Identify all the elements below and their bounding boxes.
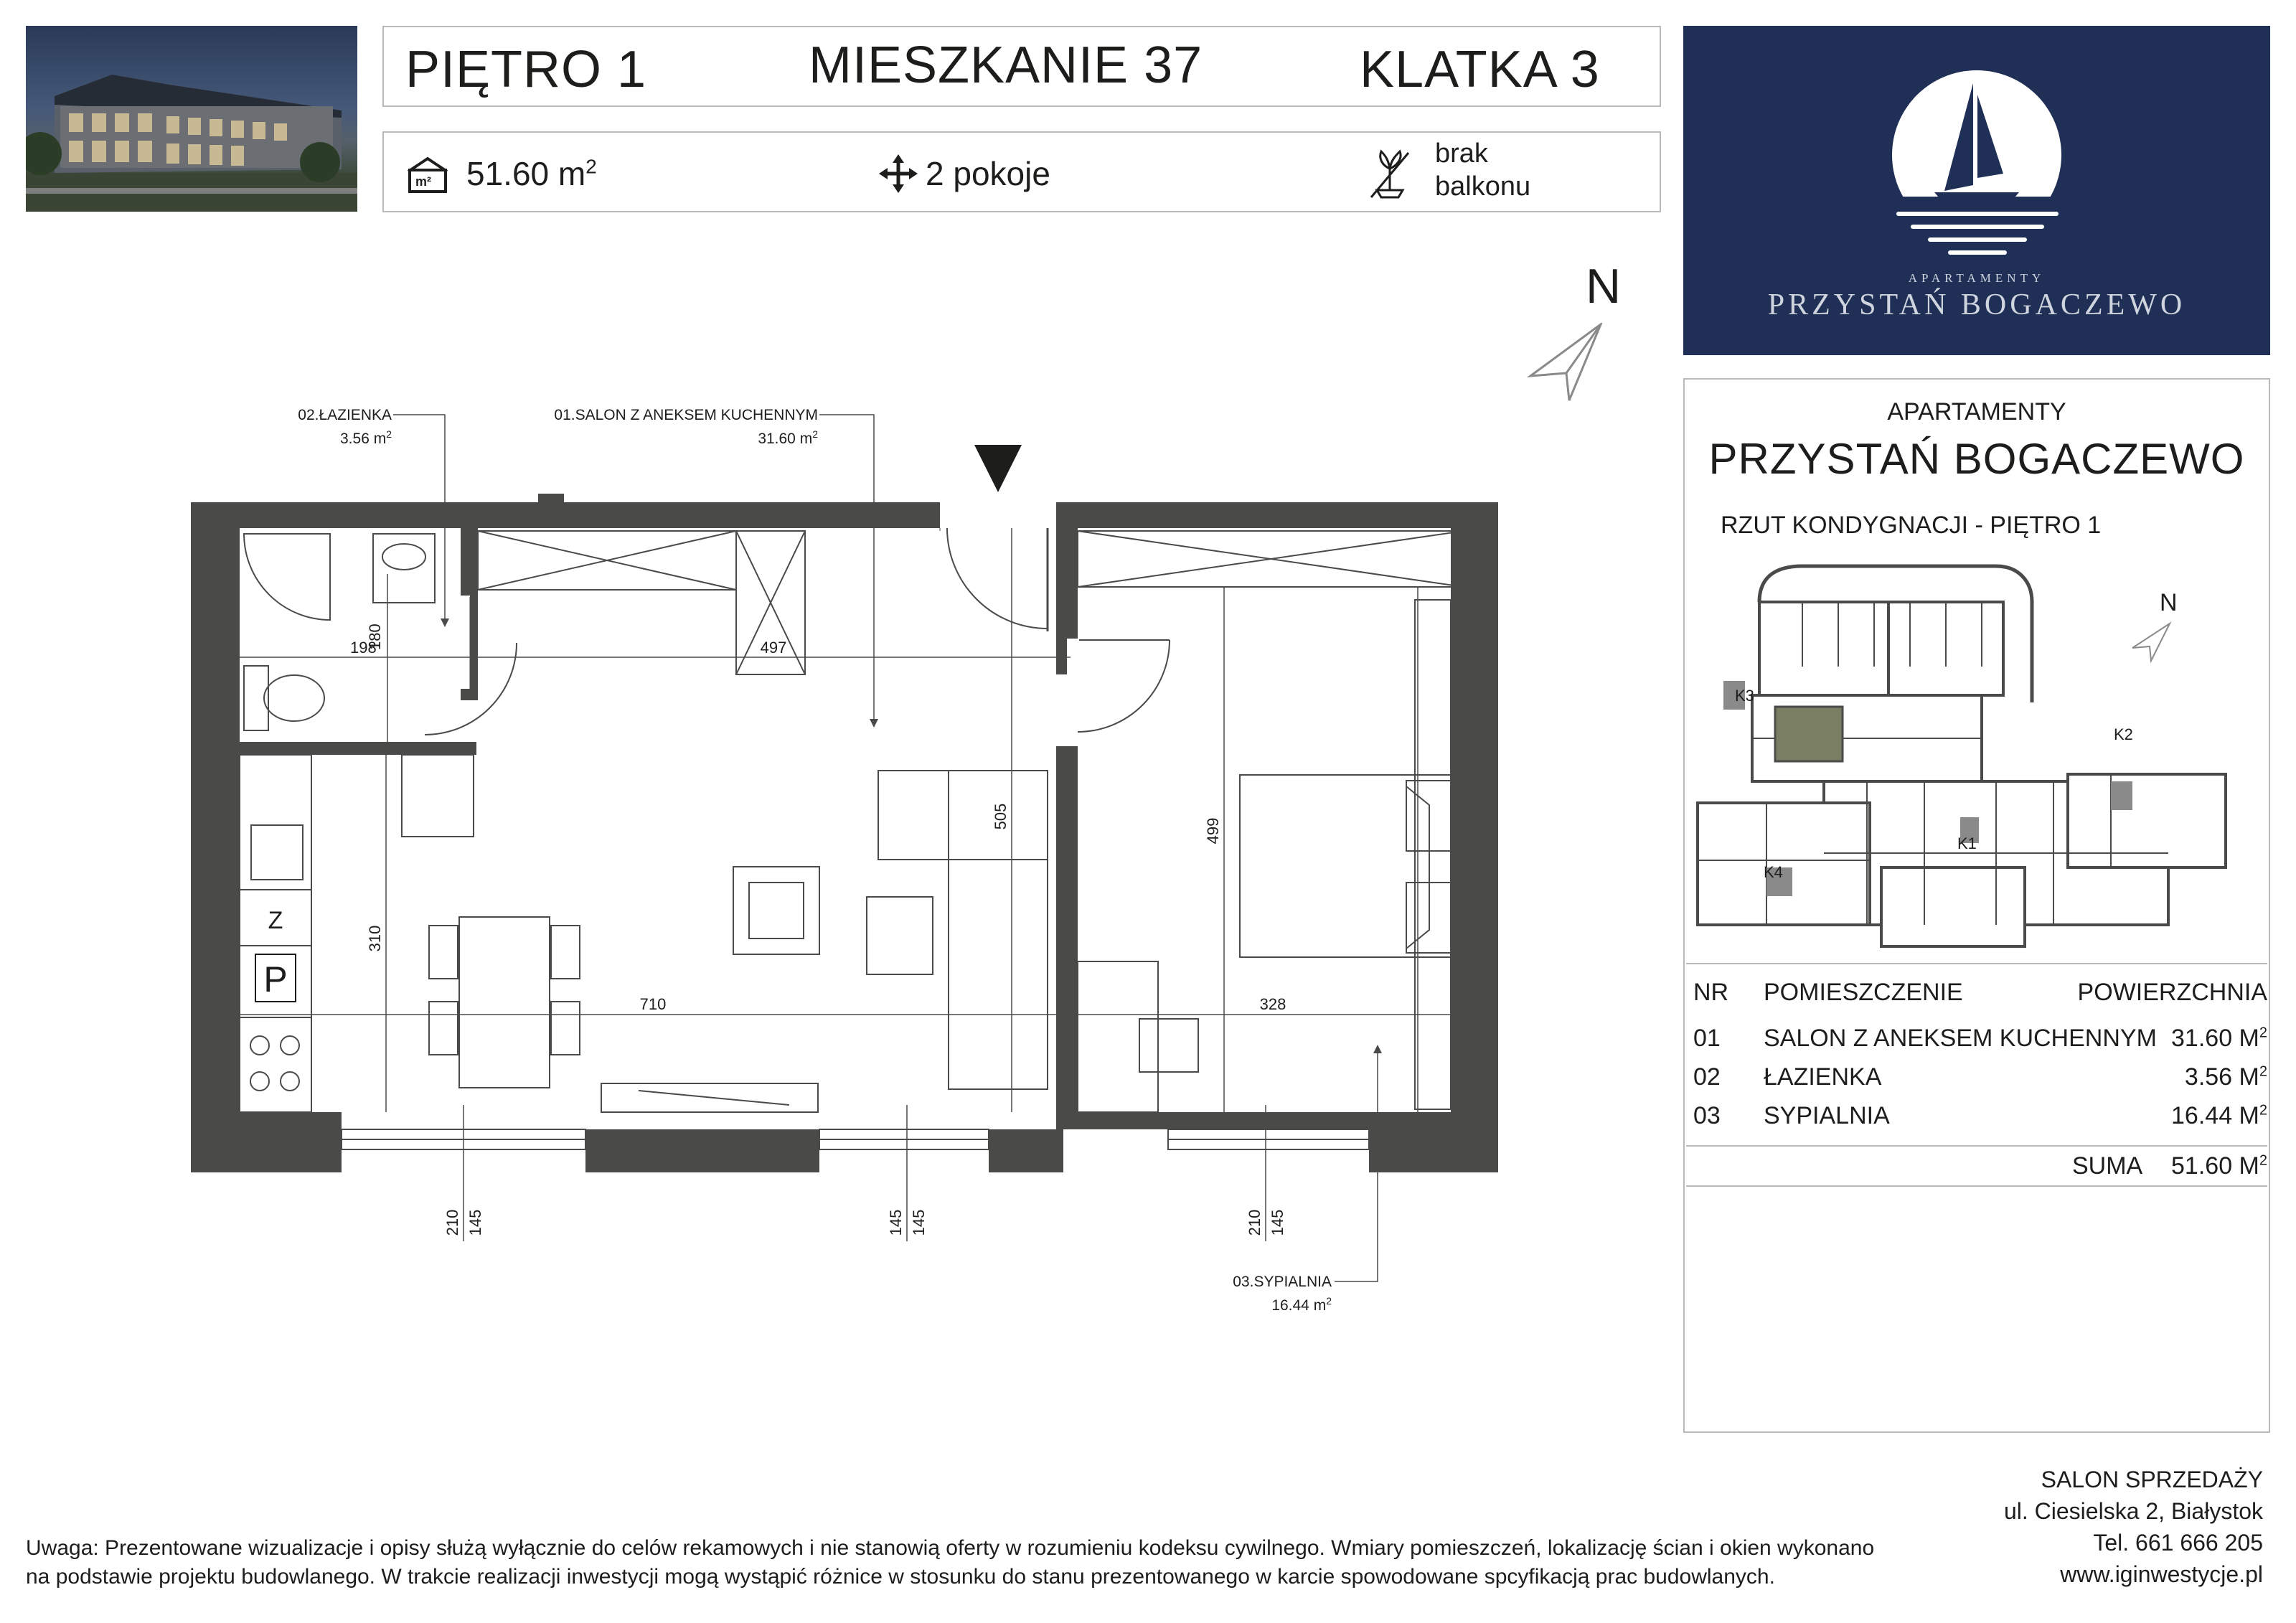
- sales-website-link[interactable]: www.iginwestycje.pl: [2060, 1561, 2263, 1587]
- row-nr: 03: [1693, 1102, 1721, 1129]
- row-area: 3.56 $M^2$: [2184, 1063, 2267, 1091]
- entrance-arrow-icon: [974, 445, 1022, 492]
- row-name: SALON Z ANEKSEM KUCHENNYM: [1764, 1025, 2157, 1052]
- dim-310: 310: [366, 925, 384, 952]
- apartment-label: MIESZKANIE 37: [809, 37, 1203, 94]
- living-room-area: 31.60 $m^2$: [758, 428, 818, 447]
- bedroom-area: 16.44 $m^2$: [1271, 1295, 1332, 1314]
- area-value-wrap: [466, 154, 597, 193]
- dim-window-sill: 145: [466, 1209, 484, 1236]
- disclaimer: [26, 1534, 1874, 1591]
- row-area: 16.44 $M^2$: [2171, 1102, 2267, 1129]
- dim-497: 497: [760, 639, 787, 657]
- bedroom-label: [1148, 1273, 1332, 1315]
- area-unit-sup: 2: [585, 155, 597, 178]
- row-nr: 02: [1693, 1063, 1721, 1091]
- stairwell-k1: K1: [1957, 834, 1977, 852]
- bedroom-name: 03.SYPIALNIA: [1233, 1274, 1332, 1290]
- logo-small-text: APARTAMENTY: [1908, 271, 2046, 285]
- living-room-name: 01.SALON Z ANEKSEM KUCHENNYM: [554, 407, 818, 423]
- row-name: ŁAZIENKA: [1764, 1063, 1882, 1091]
- logo-name: PRZYSTAŃ BOGACZEWO: [1767, 288, 2186, 321]
- row-area: 31.60 $M^2$: [2171, 1025, 2267, 1052]
- dim-198: 198: [350, 639, 377, 657]
- bathroom-label: [215, 406, 392, 448]
- living-room-label: [502, 406, 818, 448]
- dim-window-height: 210: [1246, 1209, 1264, 1236]
- mini-north-label: N: [2160, 589, 2178, 616]
- total-value: 51.60 $M^2$: [2171, 1152, 2267, 1180]
- brand-logo: [1683, 26, 2270, 355]
- stairwell-k3: K3: [1735, 687, 1754, 705]
- col-room: POMIESZCZENIE: [1764, 979, 1963, 1006]
- dim-180: 180: [366, 624, 384, 650]
- floor-label: PIĘTRO 1: [405, 41, 647, 98]
- no-balcony-line2: balkonu: [1435, 171, 1531, 202]
- sales-phone: Tel. 661 666 205: [2093, 1530, 2263, 1556]
- sales-title: SALON SPRZEDAŻY: [2041, 1467, 2263, 1492]
- dim-window-sill: 145: [910, 1209, 928, 1236]
- pantry-label: P: [263, 959, 288, 999]
- stairwell-k2: K2: [2114, 725, 2133, 743]
- fridge-label: Z: [268, 907, 283, 934]
- rooms-icon: [879, 154, 918, 193]
- sales-address: ul. Ciesielska 2, Białystok: [2003, 1498, 2263, 1524]
- bathroom-name: 02.ŁAZIENKA: [298, 407, 392, 423]
- disclaimer-line2: na podstawie projektu budowlanego. W trakcie realizacji inwestycji mogą wystąpić różnice w stosunku do stanu prezentowanego w karcie spowodowane spcyfikacją prac budowlanych.: [26, 1565, 1775, 1589]
- row-name: SYPIALNIA: [1764, 1102, 1890, 1129]
- stairwell-k4: K4: [1764, 863, 1783, 881]
- plan-title: RZUT KONDYGNACJI - PIĘTRO 1: [1721, 512, 2102, 539]
- sales-office: [2004, 1464, 2263, 1590]
- floor-key-plan: [1695, 559, 2269, 968]
- dim-window-sill: 145: [1269, 1209, 1286, 1236]
- header-title-box: [382, 26, 1661, 107]
- total-label: SUMA: [2072, 1152, 2143, 1180]
- dim-710: 710: [639, 995, 667, 1013]
- disclaimer-line1: Uwaga: Prezentowane wizualizacje i opisy służą wyłącznie do celów rekamowych i nie stanowią oferty w rozumieniu kodeksu cywilnego. Wmiary pomieszczeń, lokalizację ścian i okien wykonano: [26, 1536, 1875, 1560]
- building-photo: [26, 26, 357, 212]
- panel-subtitle: APARTAMENTY: [1887, 398, 2066, 425]
- dim-328: 328: [1259, 995, 1286, 1013]
- area-value: 51.60 m: [466, 155, 586, 192]
- stairwell-label: KLATKA 3: [1360, 41, 1600, 98]
- rooms-value: 2 pokoje: [926, 155, 1050, 192]
- panel-title: PRZYSTAŃ BOGACZEWO: [1708, 435, 2245, 483]
- no-balcony-icon: [1367, 147, 1413, 200]
- dim-window-height: 210: [443, 1209, 461, 1236]
- header-info-box: [382, 131, 1661, 212]
- dim-499: 499: [1204, 817, 1222, 845]
- col-area: POWIERZCHNIA: [2077, 979, 2267, 1006]
- col-nr: NR: [1693, 979, 1729, 1006]
- north-label: N: [1586, 259, 1622, 314]
- bathroom-area: 3.56 $m^2$: [340, 428, 392, 447]
- row-nr: 01: [1693, 1025, 1721, 1052]
- floor-plan: [0, 387, 1578, 1320]
- area-icon-label: m²: [415, 174, 431, 189]
- area-icon: [405, 156, 450, 193]
- dim-505: 505: [992, 803, 1010, 830]
- info-panel: [1683, 378, 2270, 1433]
- dim-window-height: 145: [887, 1209, 905, 1236]
- no-balcony-line1: brak: [1435, 138, 1488, 169]
